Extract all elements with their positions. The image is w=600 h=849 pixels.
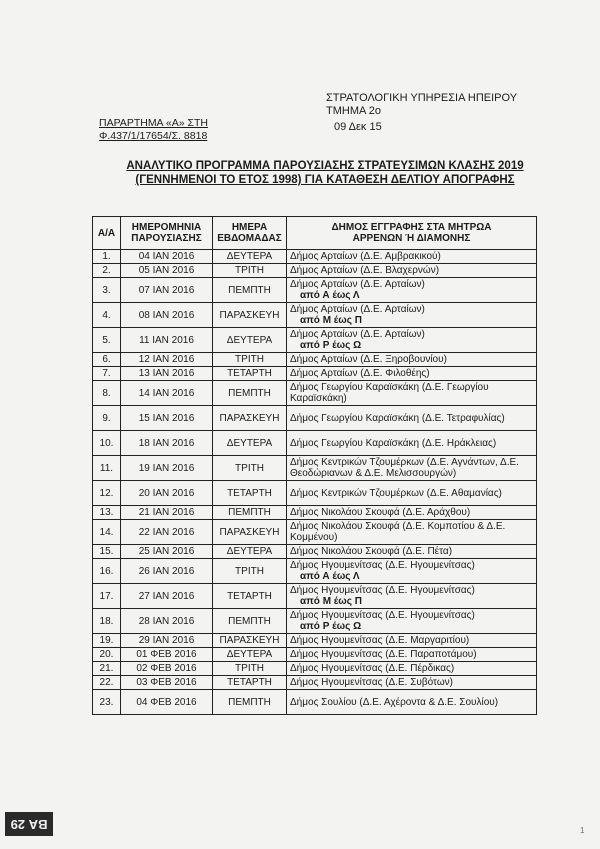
table-row (93, 431, 537, 456)
surname-range: από Μ έως Π (300, 315, 362, 326)
presentation-date: 05 ΙΑΝ 2016 (121, 264, 213, 278)
row-number: 20. (93, 648, 121, 662)
municipality-name: Δήμος Γεωργίου Καραϊσκάκη (Δ.Ε. Ηράκλειας) (290, 437, 497, 449)
municipality (287, 506, 537, 520)
weekday: ΤΡΙΤΗ (213, 559, 287, 584)
header-date-line2: ΠΑΡΟΥΣΙΑΣΗΣ (131, 233, 202, 244)
document-title (60, 159, 590, 187)
presentation-date: 28 ΙΑΝ 2016 (121, 609, 213, 634)
header-day-line1: ΗΜΕΡΑ (231, 222, 268, 233)
table-row (93, 609, 537, 634)
service-name: ΣΤΡΑΤΟΛΟΓΙΚΗ ΥΠΗΡΕΣΙΑ ΗΠΕΙΡΟΥ (326, 92, 518, 104)
row-number: 14. (93, 520, 121, 545)
municipality (287, 676, 537, 690)
surname-range: από Μ έως Π (300, 596, 362, 607)
header-municipality (287, 217, 537, 250)
row-number: 6. (93, 353, 121, 367)
presentation-date: 26 ΙΑΝ 2016 (121, 559, 213, 584)
presentation-date: 12 ΙΑΝ 2016 (121, 353, 213, 367)
row-number: 7. (93, 367, 121, 381)
presentation-date: 02 ΦΕΒ 2016 (121, 662, 213, 676)
document-date: 09 Δεκ 15 (334, 121, 382, 133)
row-number: 22. (93, 676, 121, 690)
table-row (93, 520, 537, 545)
municipality (287, 559, 537, 584)
weekday: ΤΕΤΑΡΤΗ (213, 584, 287, 609)
table-row (93, 353, 537, 367)
table-row (93, 264, 537, 278)
table-header-row (93, 217, 537, 250)
presentation-date: 03 ΦΕΒ 2016 (121, 676, 213, 690)
weekday: ΠΕΜΠΤΗ (213, 690, 287, 715)
municipality (287, 456, 537, 481)
municipality-name: Δήμος Ηγουμενίτσας (Δ.Ε. Συβότων) (290, 677, 453, 688)
table-row (93, 676, 537, 690)
weekday: ΔΕΥΤΕΡΑ (213, 328, 287, 353)
surname-range: από Α έως Λ (300, 571, 360, 582)
weekday: ΠΕΜΠΤΗ (213, 381, 287, 406)
municipality (287, 545, 537, 559)
reference-number: Φ.437/1/17654/Σ. 8818 (99, 130, 208, 142)
row-number: 8. (93, 381, 121, 406)
municipality (287, 353, 537, 367)
presentation-date: 04 ΦΕΒ 2016 (121, 690, 213, 715)
municipality-name: Δήμος Νικολάου Σκουφά (Δ.Ε. Αράχθου) (290, 507, 471, 518)
row-number: 1. (93, 250, 121, 264)
table-row (93, 662, 537, 676)
row-number: 3. (93, 278, 121, 303)
header-mun-line1: ΔΗΜΟΣ ΕΓΓΡΑΦΗΣ ΣΤΑ ΜΗΤΡΩΑ (331, 222, 492, 233)
table-row (93, 648, 537, 662)
municipality-name: Δήμος Ηγουμενίτσας (Δ.Ε. Ηγουμενίτσας) (290, 560, 475, 571)
row-number: 11. (93, 456, 121, 481)
page-mark: 1 (580, 826, 585, 835)
issuing-authority (326, 92, 517, 118)
table-row (93, 250, 537, 264)
weekday: ΔΕΥΤΕΡΑ (213, 648, 287, 662)
municipality (287, 481, 537, 506)
municipality-name: Δήμος Αρταίων (Δ.Ε. Ξηροβουνίου) (290, 354, 447, 365)
municipality-name: Δήμος Ηγουμενίτσας (Δ.Ε. Μαργαριτίου) (290, 635, 470, 646)
weekday: ΠΑΡΑΣΚΕΥΗ (213, 634, 287, 648)
municipality-name: Δήμος Σουλίου (Δ.Ε. Αχέροντα & Δ.Ε. Σουλίου) (290, 696, 499, 708)
row-number: 19. (93, 634, 121, 648)
table-row (93, 545, 537, 559)
municipality-name: Δήμος Αρταίων (Δ.Ε. Αρταίων) (290, 329, 425, 340)
municipality-name: Δήμος Αρταίων (Δ.Ε. Βλαχερνών) (290, 265, 440, 276)
row-number: 23. (93, 690, 121, 715)
weekday: ΠΑΡΑΣΚΕΥΗ (213, 406, 287, 431)
weekday: ΔΕΥΤΕΡΑ (213, 545, 287, 559)
municipality-name: Δήμος Νικολάου Σκουφά (Δ.Ε. Πέτα) (290, 546, 453, 557)
table-row (93, 406, 537, 431)
presentation-date: 25 ΙΑΝ 2016 (121, 545, 213, 559)
presentation-date: 01 ΦΕΒ 2016 (121, 648, 213, 662)
table-row (93, 278, 537, 303)
municipality-name: Δήμος Νικολάου Σκουφά (Δ.Ε. Κομποτίου & Δ.Ε. Κομμένου) (290, 521, 506, 543)
municipality-name: Δήμος Κεντρικών Τζουμέρκων (Δ.Ε. Αγνάντων, Δ.Ε. Θεοδώριανων & Δ.Ε. Μελισσουργών) (290, 457, 519, 479)
weekday: ΔΕΥΤΕΡΑ (213, 250, 287, 264)
row-number: 21. (93, 662, 121, 676)
municipality (287, 520, 537, 545)
header-mun-line2: ΑΡΡΕΝΩΝ Ή ΔΙΑΜΟΝΗΣ (352, 233, 471, 244)
presentation-date: 08 ΙΑΝ 2016 (121, 303, 213, 328)
municipality (287, 250, 537, 264)
weekday: ΔΕΥΤΕΡΑ (213, 431, 287, 456)
row-number: 5. (93, 328, 121, 353)
header-day-line2: ΕΒΔΟΜΑΔΑΣ (217, 233, 282, 244)
row-number: 12. (93, 481, 121, 506)
municipality (287, 303, 537, 328)
annex-reference (99, 117, 208, 143)
table-row (93, 367, 537, 381)
table-row (93, 303, 537, 328)
table-row (93, 506, 537, 520)
row-number: 2. (93, 264, 121, 278)
archive-stamp: ΒΑ 29 (5, 812, 53, 836)
table-row (93, 328, 537, 353)
surname-range: από Ρ έως Ω (300, 621, 362, 632)
municipality-name: Δήμος Ηγουμενίτσας (Δ.Ε. Ηγουμενίτσας) (290, 585, 475, 596)
municipality-name: Δήμος Κεντρικών Τζουμέρκων (Δ.Ε. Αθαμανίας) (290, 487, 502, 499)
municipality-name: Δήμος Αρταίων (Δ.Ε. Φιλοθέης) (290, 368, 430, 379)
municipality (287, 328, 537, 353)
weekday: ΠΕΜΠΤΗ (213, 506, 287, 520)
presentation-date: 29 ΙΑΝ 2016 (121, 634, 213, 648)
presentation-date: 07 ΙΑΝ 2016 (121, 278, 213, 303)
weekday: ΠΕΜΠΤΗ (213, 609, 287, 634)
presentation-date: 21 ΙΑΝ 2016 (121, 506, 213, 520)
weekday: ΤΡΙΤΗ (213, 662, 287, 676)
row-number: 10. (93, 431, 121, 456)
municipality-name: Δήμος Αρταίων (Δ.Ε. Αμβρακικού) (290, 251, 441, 262)
municipality (287, 690, 537, 715)
row-number: 4. (93, 303, 121, 328)
presentation-date: 19 ΙΑΝ 2016 (121, 456, 213, 481)
weekday: ΠΑΡΑΣΚΕΥΗ (213, 303, 287, 328)
municipality (287, 367, 537, 381)
municipality-name: Δήμος Αρταίων (Δ.Ε. Αρταίων) (290, 304, 425, 315)
table-row (93, 690, 537, 715)
weekday: ΤΡΙΤΗ (213, 264, 287, 278)
header-date (121, 217, 213, 250)
table-row (93, 381, 537, 406)
municipality (287, 278, 537, 303)
municipality (287, 431, 537, 456)
presentation-date: 15 ΙΑΝ 2016 (121, 406, 213, 431)
municipality (287, 662, 537, 676)
row-number: 13. (93, 506, 121, 520)
weekday: ΠΑΡΑΣΚΕΥΗ (213, 520, 287, 545)
weekday: ΤΕΤΑΡΤΗ (213, 367, 287, 381)
row-number: 15. (93, 545, 121, 559)
table-row (93, 456, 537, 481)
presentation-date: 14 ΙΑΝ 2016 (121, 381, 213, 406)
municipality-name: Δήμος Ηγουμενίτσας (Δ.Ε. Παραποτάμου) (290, 649, 477, 660)
municipality (287, 584, 537, 609)
municipality-name: Δήμος Γεωργίου Καραϊσκάκη (Δ.Ε. Τετραφυλίας) (290, 412, 505, 424)
table-row (93, 634, 537, 648)
presentation-date: 22 ΙΑΝ 2016 (121, 520, 213, 545)
header-date-line1: ΗΜΕΡΟΜΗΝΙΑ (131, 222, 202, 233)
header-aa: Α/Α (93, 217, 121, 250)
weekday: ΤΡΙΤΗ (213, 456, 287, 481)
municipality-name: Δήμος Ηγουμενίτσας (Δ.Ε. Πέρδικας) (290, 663, 455, 674)
weekday: ΤΕΤΑΡΤΗ (213, 481, 287, 506)
presentation-date: 20 ΙΑΝ 2016 (121, 481, 213, 506)
schedule-table (92, 216, 537, 715)
row-number: 9. (93, 406, 121, 431)
header-day (213, 217, 287, 250)
presentation-date: 11 ΙΑΝ 2016 (121, 328, 213, 353)
presentation-date: 13 ΙΑΝ 2016 (121, 367, 213, 381)
surname-range: από Ρ έως Ω (300, 340, 362, 351)
municipality (287, 406, 537, 431)
title-line-1: ΑΝΑΛΥΤΙΚΟ ΠΡΟΓΡΑΜΜΑ ΠΑΡΟΥΣΙΑΣΗΣ ΣΤΡΑΤΕΥΣΙΜΩΝ ΚΛΑΣΗΣ 2019 (126, 160, 524, 172)
table-row (93, 481, 537, 506)
municipality-name: Δήμος Γεωργίου Καραϊσκάκη (Δ.Ε. Γεωργίου Καραϊσκάκη) (290, 382, 489, 404)
presentation-date: 18 ΙΑΝ 2016 (121, 431, 213, 456)
municipality-name: Δήμος Αρταίων (Δ.Ε. Αρταίων) (290, 279, 425, 290)
surname-range: από Α έως Λ (300, 290, 360, 301)
table-row (93, 584, 537, 609)
presentation-date: 27 ΙΑΝ 2016 (121, 584, 213, 609)
row-number: 17. (93, 584, 121, 609)
weekday: ΤΡΙΤΗ (213, 353, 287, 367)
municipality (287, 634, 537, 648)
municipality-name: Δήμος Ηγουμενίτσας (Δ.Ε. Ηγουμενίτσας) (290, 610, 475, 621)
weekday: ΤΕΤΑΡΤΗ (213, 676, 287, 690)
municipality (287, 264, 537, 278)
row-number: 16. (93, 559, 121, 584)
table-row (93, 559, 537, 584)
weekday: ΠΕΜΠΤΗ (213, 278, 287, 303)
row-number: 18. (93, 609, 121, 634)
presentation-date: 04 ΙΑΝ 2016 (121, 250, 213, 264)
municipality (287, 648, 537, 662)
title-line-2: (ΓΕΝΝΗΜΕΝΟΙ ΤΟ ΕΤΟΣ 1998) ΓΙΑ ΚΑΤΑΘΕΣΗ ΔΕΛΤΙΟΥ ΑΠΟΓΡΑΦΗΣ (135, 174, 515, 186)
municipality (287, 609, 537, 634)
annex-label: ΠΑΡΑΡΤΗΜΑ «Α» ΣΤΗ (99, 117, 208, 129)
department-name: ΤΜΗΜΑ 2ο (326, 105, 382, 117)
municipality (287, 381, 537, 406)
